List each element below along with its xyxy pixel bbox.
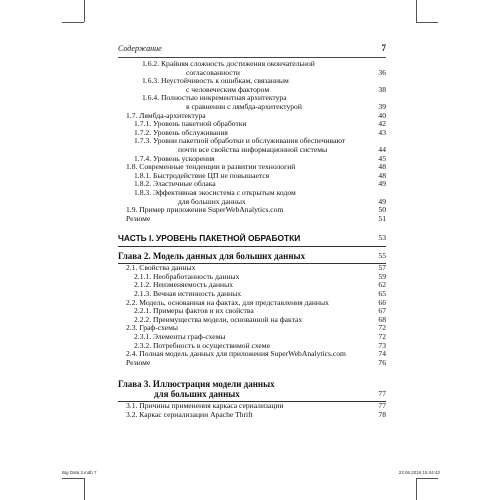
toc-entry-page: 59: [378, 271, 386, 281]
toc-part-heading[interactable]: [118, 233, 386, 247]
toc-entry-page: 57: [378, 263, 386, 273]
toc-entry-title-line: 2.2. Модель, основанная на фактах, для представления данных: [126, 297, 329, 307]
crop-mark-bottom-right-v: [416, 478, 417, 500]
footer-timestamp: 23.06.2016 15:44:42: [398, 470, 440, 475]
toc-entry-page: 50: [378, 205, 386, 215]
toc-entry-page: 45: [378, 153, 386, 163]
toc-entry-page: 43: [378, 127, 386, 137]
toc-entry-title-line: 2.1.3. Вечная истинность данных: [134, 289, 242, 299]
toc-entry[interactable]: [118, 411, 386, 420]
toc-entry-page: 76: [378, 357, 386, 367]
toc-entry-page: 48: [378, 162, 386, 172]
toc-entry-page: 73: [378, 340, 386, 350]
toc-entry-title: [118, 411, 386, 420]
table-of-contents: [118, 60, 386, 420]
toc-entry-title: [118, 215, 386, 224]
toc-entry-title: [118, 359, 386, 368]
toc-entry-page: 77: [378, 389, 386, 399]
toc-entry-title-line: Глава 3. Иллюстрация модели данных: [118, 379, 275, 390]
crop-mark-top-right-v: [416, 0, 417, 22]
toc-entry-title: [118, 206, 386, 215]
toc-entry-title-line: 2.1.1. Необработанность данных: [134, 271, 240, 281]
crop-mark-top-left-v: [84, 0, 85, 22]
crop-mark-bottom-left-h: [62, 478, 84, 479]
toc-entry-title: [118, 233, 386, 243]
toc-entry-page: 49: [378, 196, 386, 206]
toc-entry-title-line: 2.1.2. Неизменяемость данных: [134, 280, 234, 290]
toc-entry-title-line: 2.2.2. Преимущества модели, основанной на фактах: [134, 314, 303, 324]
footer-file-info: Big Data 2.indb 7: [62, 470, 97, 475]
toc-entry-page: 49: [378, 179, 386, 189]
toc-entry-title-line: 2.1. Свойства данных: [126, 263, 196, 273]
toc-entry-page: 68: [378, 314, 386, 324]
toc-entry[interactable]: [118, 137, 386, 154]
toc-entry-page: 53: [378, 233, 386, 243]
toc-entry-page: 67: [378, 306, 386, 316]
toc-entry-title-line: Глава 2. Модель данных для больших данных: [118, 251, 306, 262]
toc-entry-title-line: 2.4. Полная модель данных для приложения SuperWebAnalytics.com: [126, 349, 346, 359]
toc-entry-title-line: 1.7.4. Уровень ускорения: [134, 153, 215, 163]
toc-entry-title-line: 2.3.2. Потребность в осуществимой схеме: [134, 340, 270, 350]
toc-entry[interactable]: [118, 350, 386, 359]
toc-entry-page: 72: [378, 332, 386, 342]
toc-entry-page: 77: [378, 401, 386, 411]
toc-entry-title-line: 1.9. Пример приложения SuperWebAnalytics.com: [126, 205, 284, 215]
toc-entry-title: [118, 350, 386, 359]
toc-entry-title-line: Резюме: [126, 213, 151, 223]
toc-entry-page: 36: [378, 67, 386, 77]
toc-entry-title-line: 1.6.4. Полностью инкрементная архитектура: [142, 93, 287, 103]
toc-entry-title-line: 2.3. Граф-схемы: [126, 323, 178, 333]
toc-entry-title-line: ЧАСТЬ I. УРОВЕНЬ ПАКЕТНОЙ ОБРАБОТКИ: [118, 233, 301, 244]
toc-entry-page: 38: [378, 84, 386, 94]
toc-entry-title: [118, 60, 386, 77]
toc-entry[interactable]: [118, 189, 386, 206]
toc-entry-page: 55: [378, 251, 386, 261]
toc-entry[interactable]: [118, 60, 386, 77]
toc-entry-title-line: с человеческим фактором: [186, 84, 270, 94]
toc-entry-title-line: 1.8. Современные тенденции в развитии технологий: [126, 162, 296, 172]
toc-chapter-heading[interactable]: [118, 379, 386, 402]
toc-entry-title-line: для больших данных: [154, 389, 240, 400]
toc-entry[interactable]: [118, 94, 386, 111]
toc-entry-title-line: 2.2.1. Примеры фактов и их свойства: [134, 306, 254, 316]
toc-entry-page: 66: [378, 297, 386, 307]
toc-entry-title: [118, 94, 386, 111]
toc-entry-title-line: 1.7.3. Уровни пакетной обработки и обслуживания обеспечивают: [134, 136, 346, 146]
toc-entry-page: 42: [378, 119, 386, 129]
header-rule: [118, 57, 386, 58]
toc-entry-page: 65: [378, 289, 386, 299]
toc-entry-page: 48: [378, 170, 386, 180]
page-number: 7: [381, 43, 386, 53]
toc-entry-page: 51: [378, 213, 386, 223]
toc-entry-title: [118, 379, 386, 399]
toc-entry-title-line: 1.7.2. Уровень обслуживания: [134, 127, 228, 137]
toc-entry-title-line: 1.8.3. Эффективная экосистема с открытым кодом: [134, 187, 296, 197]
toc-entry-title-line: 1.6.2. Крайняя сложность достижения окончательной: [142, 59, 315, 68]
toc-entry-title-line: 1.7. Лямбда-архитектура: [126, 110, 206, 120]
toc-entry-page: 44: [378, 144, 386, 154]
toc-entry-page: 62: [378, 280, 386, 290]
running-header: [118, 44, 386, 56]
toc-entry-title: [118, 137, 386, 154]
crop-mark-top-left-h: [62, 22, 84, 23]
toc-entry-title: [118, 251, 386, 261]
toc-entry-title-line: 1.6.3. Неустойчивость к ошибкам, связанным: [142, 76, 289, 86]
toc-entry-title-line: 1.7.1. Уровень пакетной обработки: [134, 119, 247, 129]
toc-entry-title: [118, 77, 386, 94]
toc-entry-page: 78: [378, 410, 386, 419]
toc-entry-title-line: 3.1. Причины применения каркаса сериализации: [126, 401, 284, 411]
toc-entry-title-line: для больших данных: [178, 196, 246, 206]
toc-spacer: [118, 367, 386, 375]
toc-entry[interactable]: [118, 215, 386, 224]
toc-entry[interactable]: [118, 77, 386, 94]
crop-mark-top-right-h: [416, 22, 438, 23]
toc-entry-title-line: 1.8.1. Быстродействие ЦП не повышается: [134, 170, 270, 180]
toc-entry-page: 74: [378, 349, 386, 359]
toc-entry-title-line: 2.3.1. Элементы граф-схемы: [134, 332, 226, 342]
toc-entry-title: [118, 189, 386, 206]
toc-entry[interactable]: [118, 206, 386, 215]
toc-entry-page: 40: [378, 110, 386, 120]
crop-mark-bottom-right-h: [416, 478, 438, 479]
toc-entry-page: 39: [378, 101, 386, 111]
running-header-title: Содержание: [118, 44, 162, 53]
crop-mark-bottom-left-v: [84, 478, 85, 500]
toc-entry-title-line: в сравнении с лямбда-архитектурой: [186, 101, 302, 111]
toc-entry-title-line: Резюме: [126, 357, 151, 367]
toc-entry-title-line: почти все свойства информационной системы: [178, 144, 328, 154]
toc-entry-title-line: согласованности: [186, 67, 240, 77]
toc-entry[interactable]: [118, 359, 386, 368]
toc-entry-title-line: 3.2. Каркас сериализации Apache Thrift: [126, 410, 253, 419]
toc-entry-title-line: 1.8.2. Эластичные облака: [134, 179, 216, 189]
toc-entry-page: 72: [378, 323, 386, 333]
